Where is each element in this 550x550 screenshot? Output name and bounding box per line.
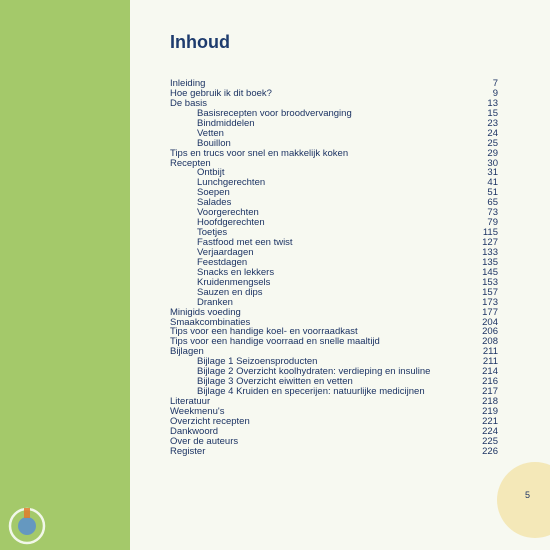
toc-entry-page: 24 (487, 127, 498, 139)
toc-entry-label: Overzicht recepten (170, 415, 250, 427)
toc-entry-label: Kruidenmengsels (197, 276, 271, 288)
toc-entry-label: Voorgerechten (197, 207, 259, 219)
toc-entry-label: Fastfood met een twist (197, 237, 293, 248)
toc-entry-label: Recepten (170, 157, 211, 169)
toc-entry-page: 127 (482, 237, 498, 248)
toc-entry-page: 211 (482, 356, 498, 368)
toc-entry-label: Tips en trucs voor snel en makkelijk koken (170, 147, 349, 159)
toc-entry (170, 437, 498, 447)
toc-entry-label: Tips voor een handige koel- en voorraadkast (170, 326, 358, 338)
toc-entry-label: Salades (197, 197, 232, 209)
toc-entry-label: Hoe gebruik ik dit boek? (170, 87, 272, 99)
toc-entry-page: 25 (487, 137, 498, 149)
toc-entry-page: 145 (482, 266, 498, 278)
toc-entry-label: Dankwoord (170, 425, 219, 437)
toc-entry (170, 447, 498, 457)
toc-entry-page: 65 (487, 197, 498, 209)
toc-entry-page: 225 (482, 435, 498, 447)
toc-entry-label: Bouillon (197, 137, 231, 149)
toc-entry-page: 23 (487, 117, 498, 129)
toc-entry-label: Tips voor een handige voorraad en snelle maaltijd (170, 336, 380, 348)
toc-entry-page: 208 (482, 336, 498, 348)
toc-entry-label: Ontbijt (197, 167, 225, 179)
toc-entry-page: 13 (487, 97, 498, 109)
table-of-contents (170, 79, 498, 457)
toc-entry-page: 29 (487, 147, 498, 159)
toc-entry-page: 216 (482, 376, 498, 388)
toc-entry-page: 31 (487, 167, 498, 179)
toc-entry-label: Bijlage 3 Overzicht eiwitten en vetten (197, 376, 353, 388)
toc-entry-label: Bijlage 4 Kruiden en specerijen: natuurlijke medicijnen (197, 386, 425, 398)
toc-entry-page: 115 (482, 227, 498, 239)
page-number: 5 (525, 490, 531, 500)
toc-entry-label: Weekmenu's (170, 405, 225, 417)
toc-entry-page: 135 (482, 256, 498, 268)
green-sidebar-band (0, 0, 130, 550)
toc-entry-label: Vetten (197, 127, 224, 139)
toc-entry-page: 157 (482, 286, 498, 298)
toc-entry-page: 7 (492, 78, 498, 89)
toc-entry-label: Snacks en lekkers (197, 266, 275, 278)
toc-entry-label: Hoofdgerechten (197, 217, 265, 229)
toc-entry-label: Minigids voeding (170, 306, 241, 318)
toc-entry (170, 89, 498, 99)
toc-entry-page: 224 (482, 425, 498, 437)
toc-entry-label: Bindmiddelen (197, 117, 255, 129)
toc-entry-page: 214 (482, 366, 498, 378)
toc-entry-page: 221 (482, 415, 498, 427)
toc-entry-page: 79 (487, 217, 498, 229)
toc-entry-page: 133 (482, 246, 498, 258)
toc-entry (170, 308, 498, 318)
toc-entry-label: Bijlagen (170, 346, 204, 358)
toc-entry-page: 30 (487, 157, 498, 169)
toc-entry-label: Bijlage 2 Overzicht koolhydraten: verdieping en insuline (197, 366, 431, 378)
toc-entry-page: 173 (482, 296, 498, 308)
toc-entry-label: Lunchgerechten (197, 177, 266, 189)
toc-entry-page: 219 (482, 405, 498, 417)
toc-entry-page: 206 (482, 326, 498, 338)
toc-entry-label: Register (170, 445, 206, 457)
toc-entry-page: 41 (487, 177, 498, 189)
toc-entry-label: Dranken (197, 296, 233, 308)
toc-entry-label: Literatuur (170, 396, 211, 407)
toc-entry-page: 9 (492, 87, 498, 99)
toc-entry-page: 211 (482, 346, 498, 358)
toc-entry-label: Bijlage 1 Seizoensproducten (197, 356, 318, 368)
toc-entry-label: Feestdagen (197, 256, 248, 268)
toc-entry-label: De basis (170, 97, 207, 109)
toc-entry-page: 51 (487, 187, 498, 199)
toc-entry-label: Inleiding (170, 78, 206, 89)
toc-entry-label: Verjaardagen (197, 246, 254, 258)
toc-entry (170, 337, 498, 347)
toc-entry-page: 73 (487, 207, 498, 219)
toc-entry (170, 149, 498, 159)
toc-entry (170, 387, 498, 397)
toc-entry-page: 218 (482, 396, 498, 407)
page-number-circle (497, 462, 550, 538)
toc-entry-page: 204 (482, 316, 498, 328)
toc-entry-label: Sauzen en dips (197, 286, 263, 298)
toc-entry-label: Toetjes (197, 227, 228, 239)
toc-entry-label: Over de auteurs (170, 435, 239, 447)
toc-entry-label: Soepen (197, 187, 230, 199)
toc-entry (170, 417, 498, 427)
toc-entry-page: 226 (482, 445, 498, 457)
toc-entry-page: 177 (482, 306, 498, 318)
watermark-logo-icon (6, 505, 48, 547)
toc-entry-page: 153 (482, 276, 498, 288)
toc-entry-label: Smaakcombinaties (170, 316, 251, 328)
toc-entry-label: Basisrecepten voor broodvervanging (197, 107, 352, 119)
page-title: Inhoud (170, 32, 230, 52)
toc-entry-page: 15 (487, 107, 498, 119)
toc-entry-page: 217 (482, 386, 498, 398)
